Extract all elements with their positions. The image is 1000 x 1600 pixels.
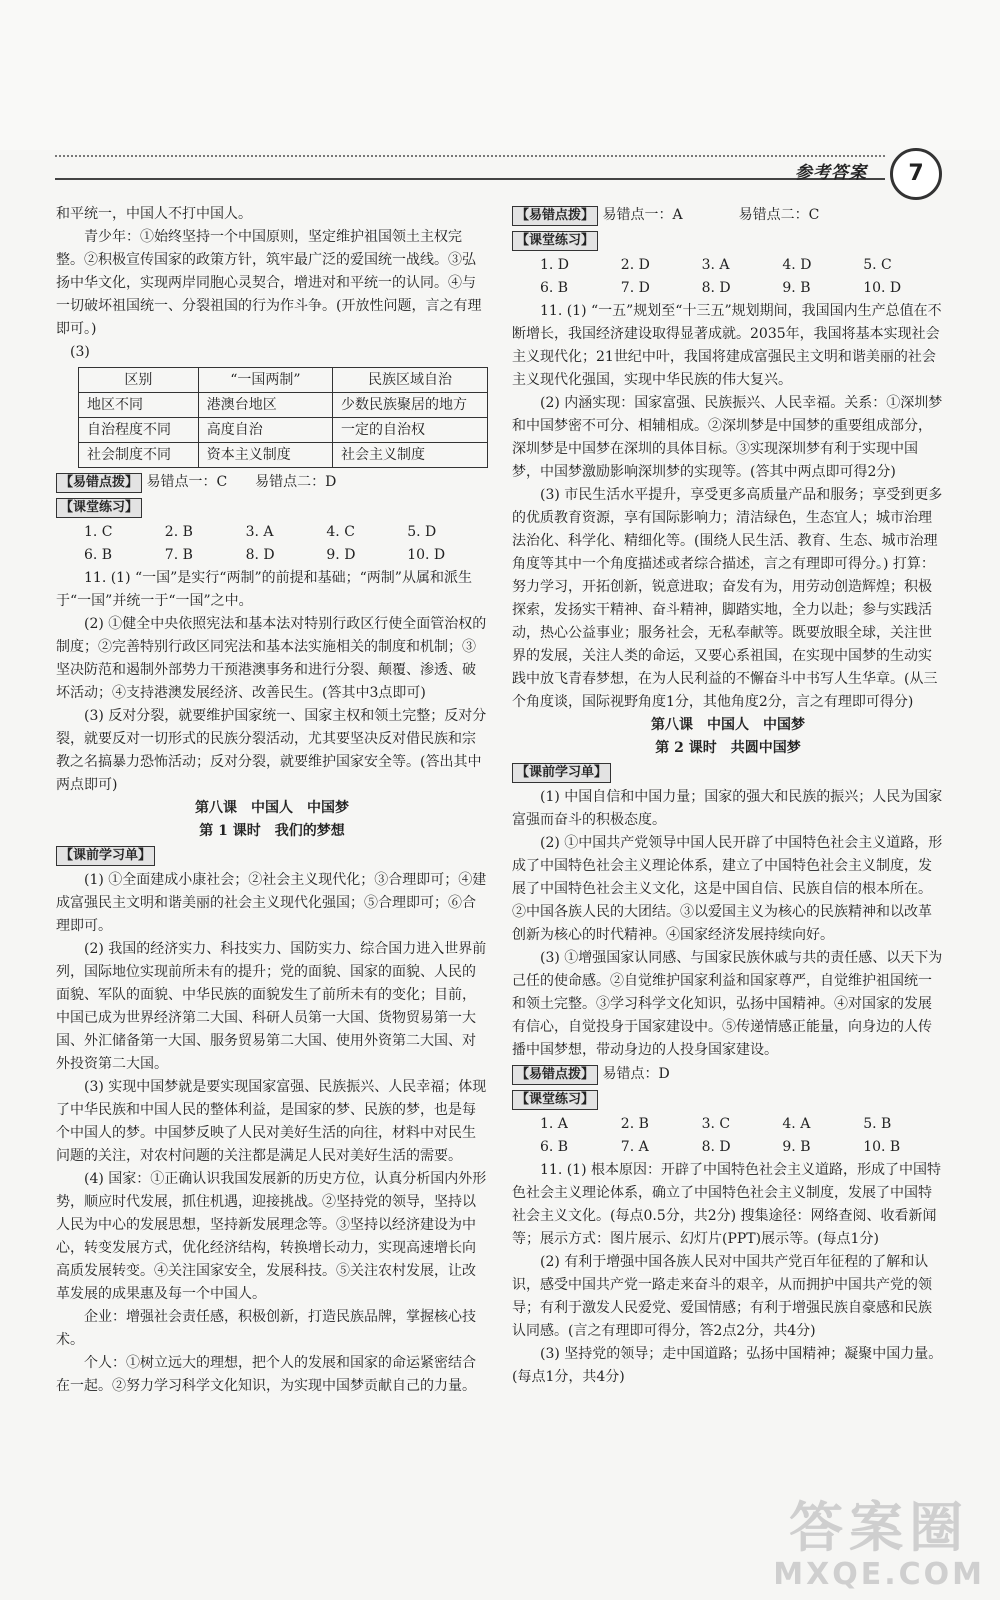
table-row [79,418,488,443]
answer: 9. B [782,280,811,296]
paragraph: 11. (1) 根本原因：开辟了中国特色社会主义道路，形成了中国特色社会主义理论体系，确立了中国特色社会主义制度，发展了中国特社会主义文化。(每点0.5分，共2分) 搜集途径：网络查阅、收看新闻等；展示方式：图片展示、幻灯片(PPT)展示等。(每点1分) [512,1162,941,1247]
answer: 2. B [164,524,193,540]
watermark-url: MXQE.COM [773,1557,985,1592]
answer: 6. B [540,1139,569,1155]
answer: 6. B [540,280,569,296]
answer: 10. D [863,280,902,296]
right-column [512,203,944,1389]
answer: 1. A [540,1116,568,1132]
paragraph: 11. (1) “一国”是实行“两制”的前提和基础；“两制”从属和派生于“一国”并统一于“一国”之中。 [56,570,472,609]
paragraph: (3) 实现中国梦就是要实现国家富强、民族振兴、人民幸福；体现了中华民族和中国人民的整体利益，是国家的梦、民族的梦，也是每个中国人的梦。中国梦反映了人民对美好生活的向往，材料中对民生问题的关注，对农村问题的关注都是满足人民对美好生活的需要。 [56,1079,487,1164]
table-cell: 自治程度不同 [79,418,199,443]
paragraph: 企业：增强社会责任感，积极创新，打造民族品牌，掌握核心技术。 [56,1309,476,1348]
paragraph: (2) 内涵实现：国家富强、民族振兴、人民幸福。关系：①深圳梦和中国梦密不可分、相辅相成。②深圳梦是中国梦的重要组成部分，深圳梦是中国梦在深圳的具体目标。③实现深圳梦有利于实现中国梦，中国梦激励影响深圳梦的实现等。(答其中两点即可得2分) [512,395,943,480]
table-cell: 民族区域自治 [333,368,488,393]
paragraph: (2) ①中国共产党领导中国人民开辟了中国特色社会主义道路，形成了中国特色社会主义理论体系，建立了中国特色社会主义制度，发展了中国特色社会主义文化，这是中国自信、民族自信的根本所在。②中国各族人民的大团结。③以爱国主义为核心的民族精神和以改革创新为核心的时代精神。④国家经济发展持续向好。 [512,835,943,943]
comparison-table [78,367,488,468]
section-tag: 【课堂练习】 [512,1090,598,1110]
easy-error-text: 易错点一：C 易错点二：D [146,474,337,490]
table-cell: 地区不同 [79,393,199,418]
answer: 7. B [164,547,193,563]
answer: 1. C [84,524,113,540]
table-row [79,393,488,418]
answer: 7. D [620,280,650,296]
paragraph: (3) 市民生活水平提升，享受更多高质量产品和服务；享受到更多的优质教育资源，享有国际影响力；清洁绿色，生态宜人；城市治理法治化、科学化、精细化等。(围绕人民生活、教育、生态、城市治理角度等其中一个角度描述或者综合描述，言之有理即可得分。) 打算：努力学习，开拓创新，锐意进取；奋发有为，用劳动创造辉煌；积极探索，发扬实干精神、奋斗精神，脚踏实地，全力以赴；参与实践活动，热心公益事业；服务社会，无私奉献等。既要放眼全球，关注世界的发展，关注人类的命运，又要心系祖国，在实现中国梦的生动实践中放飞青春梦想，在为人民利益的不懈奋斗中书写人生华章。(从三个角度谈，国际视野角度1分，其他角度2分，言之有理即可得分) [512,487,943,710]
lesson-subtitle: 第 2 课时 共圆中国梦 [655,740,801,756]
paragraph: (2) ①健全中央依照宪法和基本法对特别行政区行使全面管治权的制度；②完善特别行政区同宪法和基本法实施相关的制度和机制；③坚决防范和遏制外部势力干预港澳事务和进行分裂、颠覆、渗透、破坏活动；④支持港澳发展经济、改善民生。(答其中3点即可) [56,616,487,701]
answer-grid [512,254,944,300]
answer: 7. A [620,1139,649,1155]
section-tag: 【课堂练习】 [512,231,598,251]
easy-error-line [512,1063,944,1087]
paragraph: (1) 中国自信和中国力量；国家的强大和民族的振兴；人民为国家富强而奋斗的积极态度。 [512,789,943,828]
section-tag: 【易错点拨】 [512,1065,598,1085]
lesson-title: 第八课 中国人 中国梦 [651,717,805,733]
answer: 3. A [245,524,274,540]
answer: 10. B [863,1139,901,1155]
paragraph: (1) ①全面建成小康社会；②社会主义现代化；③合理即可；④建成富强民主文明和谐美丽的社会主义现代化强国；⑤合理即可；⑥合理即可。 [56,872,487,934]
answer-grid [512,1113,944,1159]
table-cell: 社会制度不同 [79,443,199,468]
section-tag: 【课前学习单】 [56,846,155,866]
answer: 2. B [620,1116,649,1132]
answer: 5. C [863,257,892,273]
table-cell: “一国两制” [198,368,332,393]
answer: 4. A [782,1116,811,1132]
table-cell: 少数民族聚居的地方 [333,393,488,418]
page-top-margin [0,0,1000,150]
answer: 8. D [701,280,731,296]
section-tag: 【易错点拨】 [56,473,142,493]
header-rule [55,178,885,180]
answer: 5. B [863,1116,892,1132]
paragraph: 青少年：①始终坚持一个中国原则，坚定维护祖国领土主权完整。②积极宣传国家的政策方针，筑牢最广泛的爱国统一战线。③弘扬中华文化，实现两岸同胞心灵契合，增进对和平统一的认同。④与一切破坏祖国统一、分裂祖国的行为作斗争。(开放性问题，言之有理即可。) [56,229,482,337]
table-label: (3) [70,344,90,360]
easy-error-line [56,471,488,495]
section-tag: 【课前学习单】 [512,763,611,783]
practice-line [56,496,488,520]
table-row [79,443,488,468]
answer: 9. B [782,1139,811,1155]
watermark-main: 答案圈 [789,1496,970,1559]
prelearn-line [512,761,944,785]
answer: 4. D [782,257,812,273]
table-cell: 区别 [79,368,199,393]
answer: 5. D [407,524,437,540]
table-cell: 资本主义制度 [198,443,332,468]
paragraph: (3) 反对分裂，就要维护国家统一、国家主权和领土完整；反对分裂，就要反对一切形式的民族分裂活动，尤其要坚决反对借民族和宗教之名搞暴力恐怖活动；反对分裂，就要维护国家安全等。(答出其中两点即可) [56,708,487,793]
section-tag: 【课堂练习】 [56,498,142,518]
answer: 9. D [326,547,356,563]
paragraph: (2) 有利于增强中国各族人民对中国共产党百年征程的了解和认识，感受中国共产党一路走来奋斗的艰辛，从而拥护中国共产党的领导；有利于激发人民爱党、爱国情感；有利于增强民族自豪感和民族认同感。(言之有理即可得分，答2点2分，共4分) [512,1254,932,1339]
easy-error-line [512,204,944,228]
table-cell: 一定的自治权 [333,418,488,443]
left-column [56,203,488,1398]
paragraph: (4) 国家：①正确认识我国发展新的历史方位，认真分析国内外形势，顺应时代发展，抓住机遇，迎接挑战。②坚持党的领导，坚持以人民为中心的发展思想，坚持新发展理念等。③坚持以经济建设为中心，转变发展方式，优化经济结构，转换增长动力，实现高速增长向高质发展转变。④关注国家安全，发展科技。⑤关注农村发展，让改革发展的成果惠及每一个中国人。 [56,1171,487,1302]
table-cell: 港澳台地区 [198,393,332,418]
answer: 3. C [701,1116,731,1132]
answer: 10. D [407,547,446,563]
page-number: 7 [890,148,942,200]
practice-line [512,1088,944,1112]
watermark-logo [773,1496,985,1592]
header-label: 参考答案 [795,163,867,183]
easy-error-text: 易错点：D [602,1066,670,1082]
section-tag: 【易错点拨】 [512,206,598,226]
answer: 2. D [620,257,650,273]
answer: 8. D [701,1139,731,1155]
paragraph: (3) ①增强国家认同感、与国家民族休戚与共的责任感、以天下为己任的使命感。②自觉维护国家利益和国家尊严，自觉维护祖国统一和领土完整。③学习科学文化知识，弘扬中国精神。④对国家的发展有信心，自觉投身于国家建设中。⑤传递情感正能量，向身边的人传播中国梦想，带动身边的人投身国家建设。 [512,950,943,1058]
answer: 1. D [540,257,570,273]
paragraph: 个人：①树立远大的理想，把个人的发展和国家的命运紧密结合在一起。②努力学习科学文化知识，为实现中国梦贡献自己的力量。 [56,1355,476,1394]
header-dotted-rule [55,155,885,157]
paragraph: 11. (1) “一五”规划至“十三五”规划期间，我国国内生产总值在不断增长，我国经济建设取得显著成就。2035年，我国将基本实现社会主义现代化；21世纪中叶，我国将建成富强民主文明和谐美丽的社会主义现代化强国，实现中华民族的伟大复兴。 [512,303,942,388]
easy-error-text: 易错点一：A 易错点二：C [602,207,820,223]
prelearn-line [56,844,488,868]
lesson-subtitle: 第 1 课时 我们的梦想 [199,823,345,839]
lesson-title: 第八课 中国人 中国梦 [195,800,349,816]
answer: 6. B [84,547,113,563]
table-row [79,368,488,393]
answer-grid [56,521,488,567]
paragraph: (2) 我国的经济实力、科技实力、国防实力、综合国力进入世界前列，国际地位实现前所未有的提升；党的面貌、国家的面貌、人民的面貌、军队的面貌、中华民族的面貌发生了前所未有的变化；目前，中国已成为世界经济第二大国、科研人员第一大国、货物贸易第一大国、外汇储备第一大国、服务贸易第二大国、使用外资第二大国、对外投资第二大国。 [56,941,487,1072]
table-cell: 社会主义制度 [333,443,488,468]
answer: 8. D [245,547,275,563]
table-cell: 高度自治 [198,418,332,443]
answer: 3. A [701,257,730,273]
paragraph: 和平统一，中国人不打中国人。 [56,206,252,222]
answer: 4. C [326,524,355,540]
practice-line [512,229,944,253]
paragraph: (3) 坚持党的领导；走中国道路；弘扬中国精神；凝聚中国力量。(每点1分，共4分) [512,1346,943,1385]
